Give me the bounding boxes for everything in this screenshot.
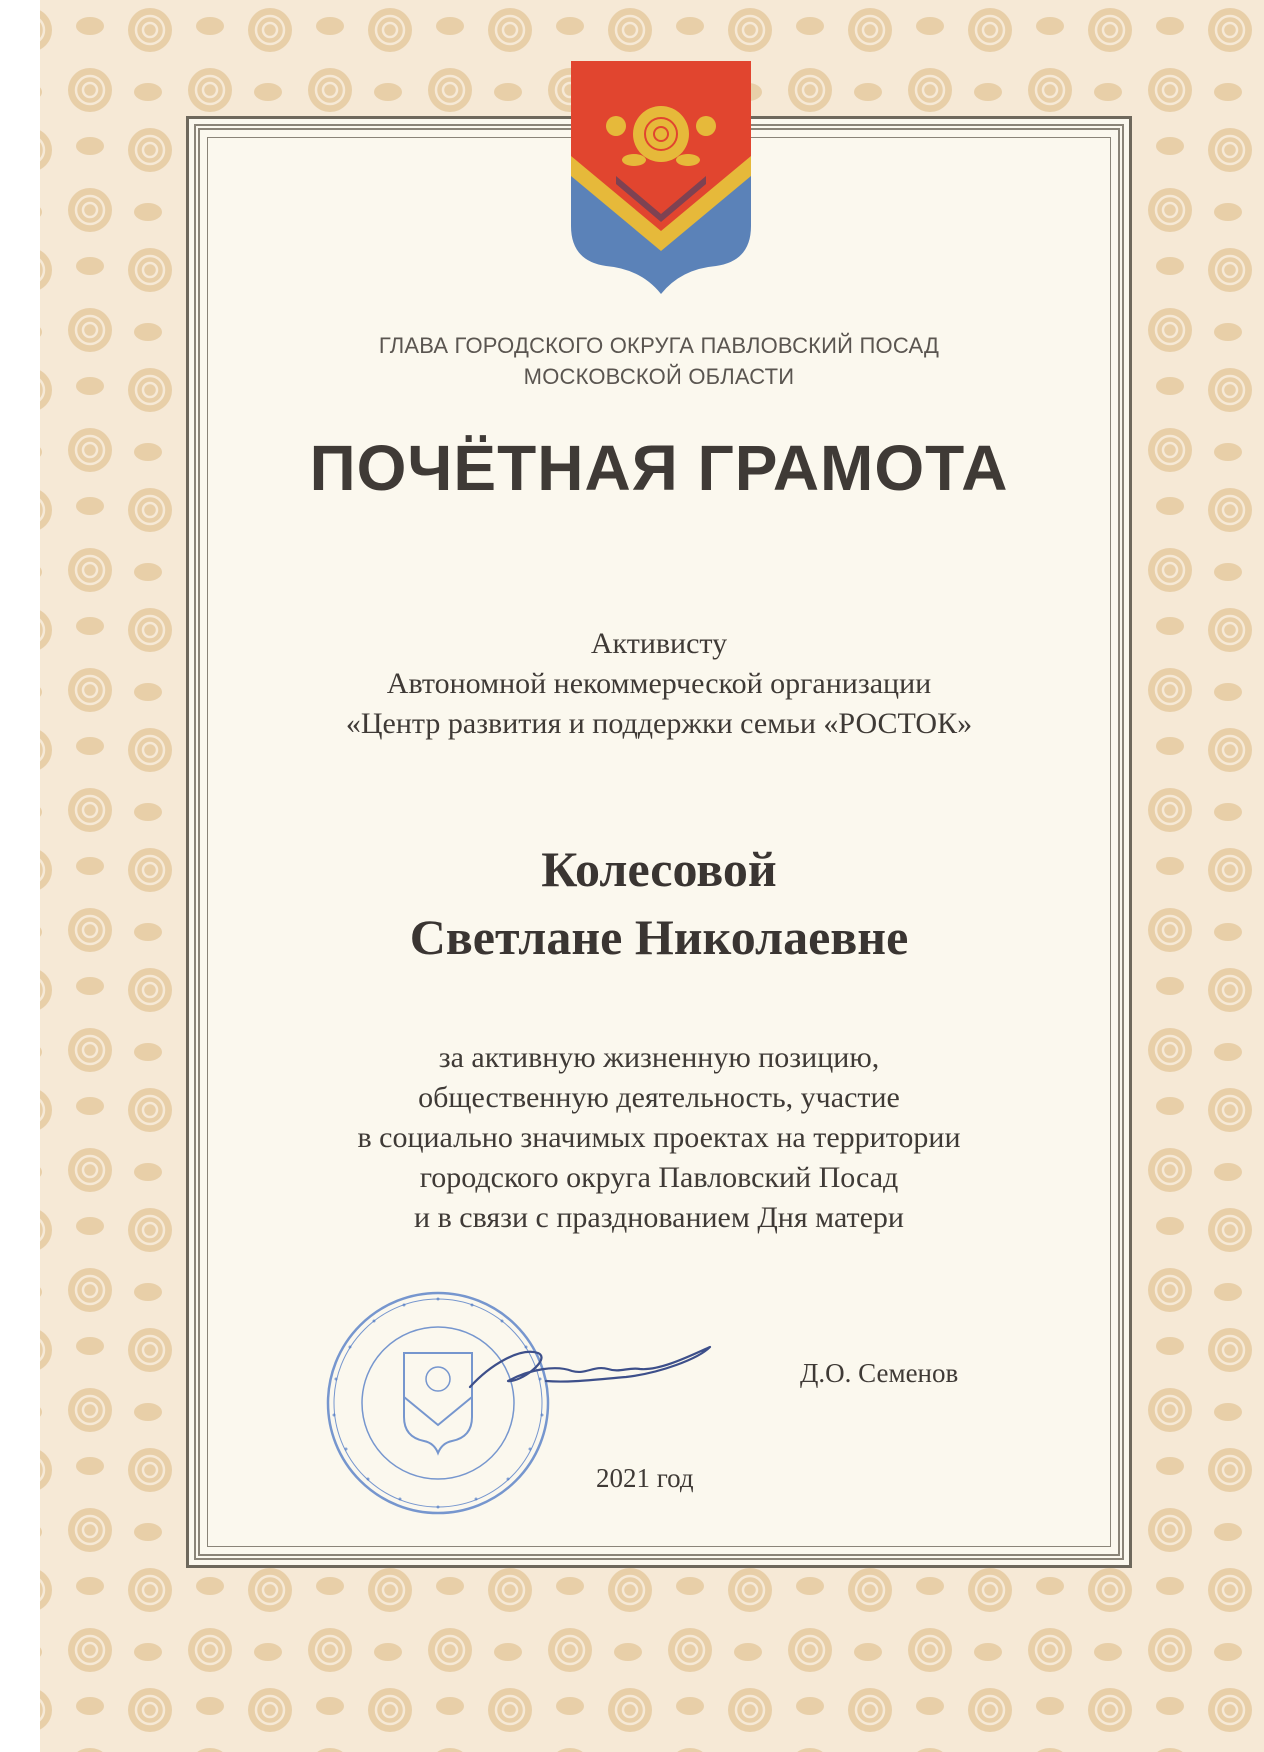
authority-line: ГЛАВА ГОРОДСКОГО ОКРУГА ПАВЛОВСКИЙ ПОСАД xyxy=(378,333,940,358)
reason-line: и в связи с празднованием Дня матери xyxy=(414,1201,904,1234)
recipient-block xyxy=(186,624,1132,744)
recipient-line: Автономной некоммерческой организации xyxy=(386,667,932,700)
recipient-line: «Центр развития и поддержки семьи «РОСТОК» xyxy=(345,707,973,740)
recipient-name xyxy=(186,835,1132,971)
recipient-line: Активисту xyxy=(590,627,728,660)
coat-of-arms-emblem xyxy=(566,56,756,296)
award-reason xyxy=(186,1038,1132,1238)
reason-line: общественную деятельность, участие xyxy=(418,1081,900,1114)
recipient-given-name: Светлане Николаевне xyxy=(409,909,909,965)
issue-year: 2021 год xyxy=(596,1463,694,1493)
recipient-surname: Колесовой xyxy=(541,841,777,897)
reason-line: за активную жизненную позицию, xyxy=(438,1041,880,1074)
reason-line: городского округа Павловский Посад xyxy=(419,1161,899,1194)
authority-line: МОСКОВСКОЙ ОБЛАСТИ xyxy=(523,364,795,389)
signer-name: Д.О. Семенов xyxy=(800,1358,959,1388)
reason-line: в социально значимых проектах на территории xyxy=(357,1121,961,1154)
issuing-authority xyxy=(186,330,1132,392)
certificate-title: ПОЧЁТНАЯ ГРАМОТА xyxy=(309,432,1009,504)
signature xyxy=(460,1325,730,1405)
